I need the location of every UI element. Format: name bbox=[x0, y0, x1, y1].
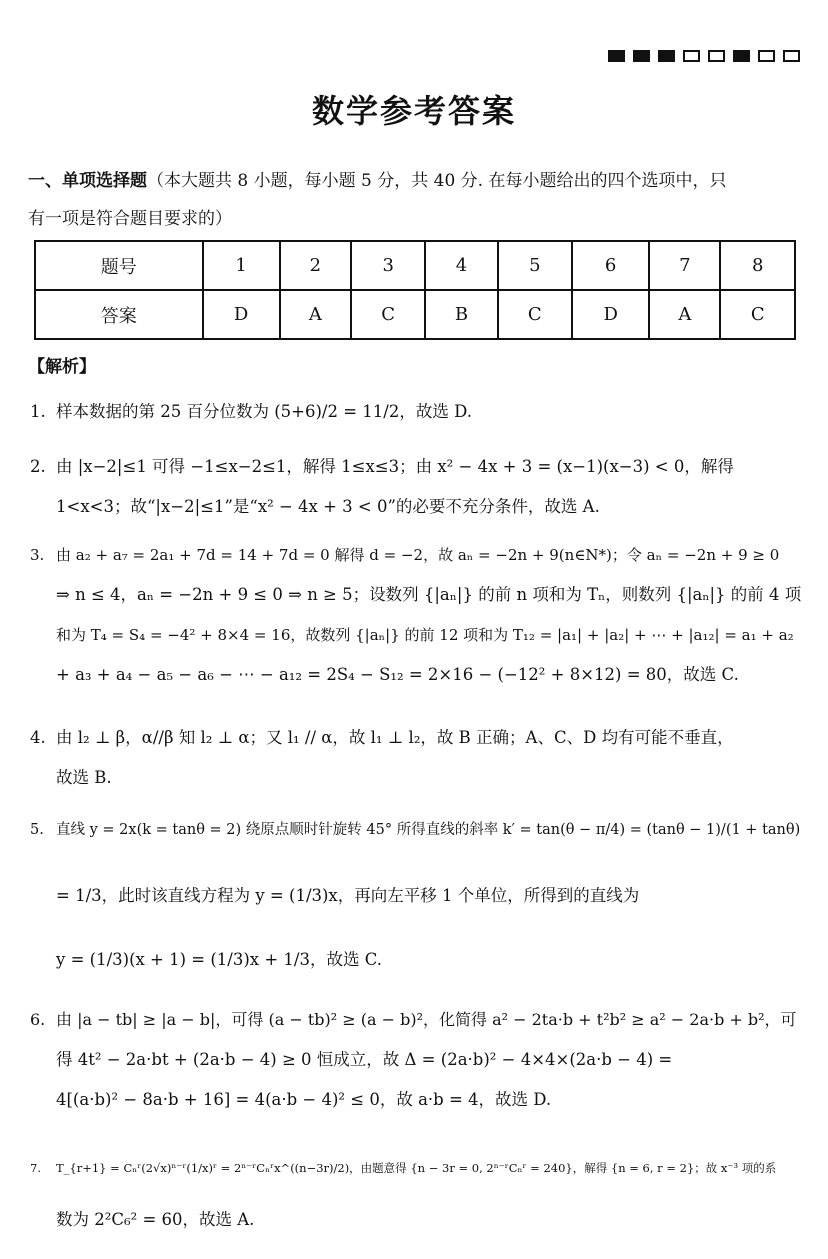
table-row bbox=[35, 290, 795, 339]
question-number: 4 bbox=[425, 241, 497, 290]
item-text: 由 l₂ ⊥ β，α//β 知 l₂ ⊥ α；又 l₁ // α，故 l₁ ⊥ l₂，故 B 正确；A、C、D 均有可能不垂直， bbox=[56, 728, 734, 747]
answer-cell: A bbox=[649, 290, 720, 339]
mark-empty bbox=[683, 50, 700, 62]
question-number: 7 bbox=[649, 241, 720, 290]
item-text: T_{r+1} = Cₙʳ(2√x)ⁿ⁻ʳ(1/x)ʳ = 2ⁿ⁻ʳCₙʳx^((n−3r)/2)，由题意得 {n − 3r = 0, 2ⁿ⁻ʳCₙʳ = 240}，解得 {n = 6, r = 2}；故 x⁻³ 项的系 bbox=[56, 1161, 777, 1175]
mark-empty bbox=[783, 50, 800, 62]
mark-filled bbox=[608, 50, 625, 62]
mark-filled bbox=[733, 50, 750, 62]
question-number: 6 bbox=[572, 241, 649, 290]
item-number: 2. bbox=[30, 457, 46, 476]
answer-cell: A bbox=[280, 290, 351, 339]
mark-filled bbox=[658, 50, 675, 62]
mark-empty bbox=[708, 50, 725, 62]
section1-desc-line2: 有一项是符合题目要求的） bbox=[28, 209, 232, 229]
table-row bbox=[35, 241, 795, 290]
analysis-label: 【解析】 bbox=[28, 357, 96, 377]
analysis-item-2 bbox=[30, 447, 802, 527]
item-number: 3. bbox=[30, 546, 45, 564]
item-text: 由 a₂ + a₇ = 2a₁ + 7d = 14 + 7d = 0 解得 d = −2，故 aₙ = −2n + 9(n∈N*)；令 aₙ = −2n + 9 ≥ 0 bbox=[56, 546, 780, 564]
section1-header bbox=[28, 162, 808, 238]
mark-empty bbox=[758, 50, 775, 62]
item-text: 4[(a·b)² − 8a·b + 16] = 4(a·b − 4)² ≤ 0，故 a·b = 4，故选 D. bbox=[56, 1090, 552, 1109]
row1-label: 题号 bbox=[35, 241, 203, 290]
answer-cell: C bbox=[720, 290, 795, 339]
item-text: y = (1/3)(x + 1) = (1/3)x + 1/3，故选 C. bbox=[56, 950, 383, 969]
question-number: 8 bbox=[720, 241, 795, 290]
item-text: 1<x<3；故“|x−2|≤1”是“x² − 4x + 3 < 0”的必要不充分条件，故选 A. bbox=[56, 497, 600, 516]
item-text: 由 |a − tb| ≥ |a − b|，可得 (a − tb)² ≥ (a − b)²，化简得 a² − 2ta·b + t²b² ≥ a² − 2a·b + b²，可 bbox=[56, 1010, 797, 1029]
analysis-item-7 bbox=[30, 1148, 802, 1240]
page-title: 数学参考答案 bbox=[311, 92, 516, 130]
item-number: 4. bbox=[30, 728, 46, 747]
section1-heading: 一、单项选择题 bbox=[28, 171, 147, 191]
answer-cell: C bbox=[498, 290, 572, 339]
item-number: 1. bbox=[30, 402, 46, 421]
section1-desc-line1: （本大题共 8 小题，每小题 5 分，共 40 分. 在每小题给出的四个选项中，只 bbox=[147, 171, 727, 191]
analysis-item-1 bbox=[30, 392, 802, 432]
analysis-item-3 bbox=[30, 535, 802, 695]
question-number: 3 bbox=[351, 241, 425, 290]
item-text: 直线 y = 2x(k = tanθ = 2) 绕原点顺时针旋转 45° 所得直线的斜率 k′ = tan(θ − π/4) = (tanθ − 1)/(1 + tanθ) bbox=[56, 822, 801, 838]
item-number: 6. bbox=[30, 1010, 46, 1029]
analysis-item-6 bbox=[30, 1000, 802, 1120]
answer-cell: B bbox=[425, 290, 497, 339]
item-text: ⇒ n ≤ 4，aₙ = −2n + 9 ≤ 0 ⇒ n ≥ 5；设数列 {|aₙ|} 的前 n 项和为 Tₙ，则数列 {|aₙ|} 的前 4 项 bbox=[56, 585, 802, 604]
answer-cell: C bbox=[351, 290, 425, 339]
answer-table bbox=[34, 240, 796, 340]
row2-label: 答案 bbox=[35, 290, 203, 339]
analysis-item-4 bbox=[30, 718, 802, 798]
item-text: 样本数据的第 25 百分位数为 (5+6)/2 = 11/2，故选 D. bbox=[56, 402, 472, 421]
question-number: 1 bbox=[203, 241, 280, 290]
header-marks bbox=[608, 50, 800, 62]
answer-cell: D bbox=[572, 290, 649, 339]
mark-filled bbox=[633, 50, 650, 62]
item-text: 数为 2²C₆² = 60，故选 A. bbox=[56, 1210, 255, 1229]
question-number: 2 bbox=[280, 241, 351, 290]
item-number: 5. bbox=[30, 822, 44, 838]
answer-cell: D bbox=[203, 290, 280, 339]
question-number: 5 bbox=[498, 241, 572, 290]
analysis-item-5 bbox=[30, 810, 802, 980]
item-number: 7. bbox=[30, 1161, 41, 1175]
item-text: = 1/3，此时该直线方程为 y = (1/3)x，再向左平移 1 个单位，所得到的直线为 bbox=[56, 886, 640, 905]
item-text: 和为 T₄ = S₄ = −4² + 8×4 = 16，故数列 {|aₙ|} 的前 12 项和为 T₁₂ = |a₁| + |a₂| + ⋯ + |a₁₂| = a₁ + a₂ bbox=[56, 626, 794, 644]
item-text: + a₃ + a₄ − a₅ − a₆ − ⋯ − a₁₂ = 2S₄ − S₁₂ = 2×16 − (−12² + 8×12) = 80，故选 C. bbox=[56, 665, 739, 684]
item-text: 由 |x−2|≤1 可得 −1≤x−2≤1，解得 1≤x≤3；由 x² − 4x + 3 = (x−1)(x−3) < 0，解得 bbox=[56, 457, 734, 476]
item-text: 得 4t² − 2a·bt + (2a·b − 4) ≥ 0 恒成立，故 Δ = (2a·b)² − 4×4×(2a·b − 4) = bbox=[56, 1050, 673, 1069]
item-text: 故选 B. bbox=[56, 768, 112, 787]
